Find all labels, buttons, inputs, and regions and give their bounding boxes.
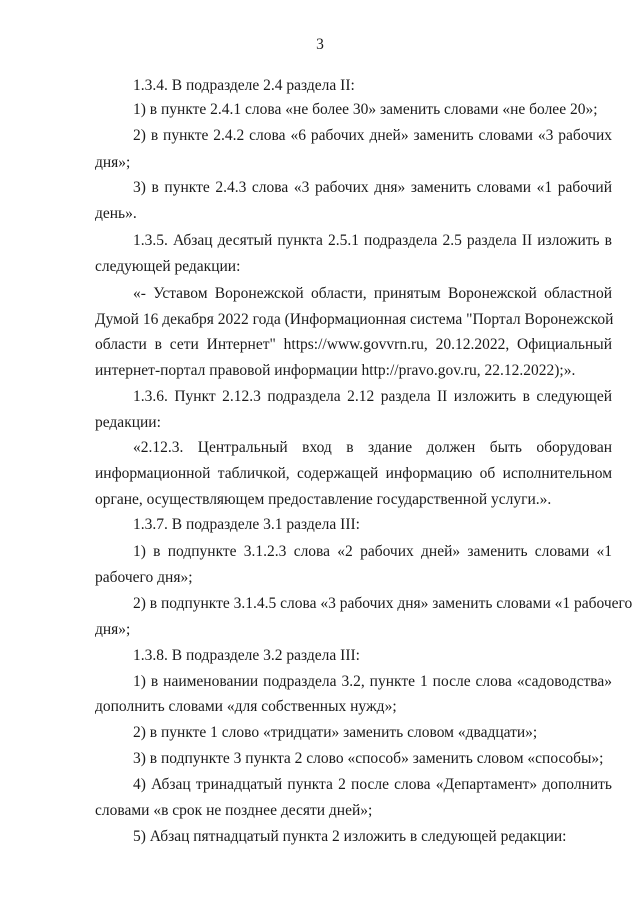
text-line: «- Уставом Воронежской области, принятым Воронежской областной <box>133 285 612 302</box>
text-line: информационной табличкой, содержащей информацию об исполнительном <box>95 465 612 482</box>
text-line: дня»; <box>95 154 131 171</box>
text-line: день». <box>95 205 137 222</box>
text-line: дополнить словами «для собственных нужд»; <box>95 698 397 715</box>
text-line: 1) в подпункте 3.1.2.3 слова «2 рабочих дней» заменить словами «1 <box>133 543 612 560</box>
text-line: 1.3.4. В подразделе 2.4 раздела II: <box>133 77 355 94</box>
text-line: Думой 16 декабря 2022 года (Информационная система "Портал Воронежской <box>95 311 614 328</box>
text-line: 3) в подпункте 3 пункта 2 слово «способ» заменить словом «способы»; <box>133 750 604 767</box>
text-line: интернет-портал правовой информации http://pravo.gov.ru, 22.12.2022);». <box>95 362 576 379</box>
text-line: 2) в пункте 1 слово «тридцати» заменить словом «двадцати»; <box>133 724 538 741</box>
text-line: редакции: <box>95 414 161 431</box>
page-number: 3 <box>316 36 324 53</box>
text-line: 1) в наименовании подраздела 3.2, пункте 1 после слова «садоводства» <box>133 673 612 690</box>
text-line: 3) в пункте 2.4.3 слова «3 рабочих дня» заменить словами «1 рабочий <box>133 179 612 196</box>
text-line: 4) Абзац тринадцатый пункта 2 после слова «Департамент» дополнить <box>133 776 612 793</box>
text-line: 5) Абзац пятнадцатый пункта 2 изложить в следующей редакции: <box>133 828 567 845</box>
text-line: органе, осуществляющем предоставление государственной услуги.». <box>95 491 552 508</box>
text-line: 1.3.5. Абзац десятый пункта 2.5.1 подраздела 2.5 раздела II изложить в <box>133 232 612 249</box>
text-line: 1.3.6. Пункт 2.12.3 подраздела 2.12 раздела II изложить в следующей <box>133 388 612 405</box>
text-line: 2) в пункте 2.4.2 слова «6 рабочих дней» заменить словами «3 рабочих <box>133 127 612 144</box>
text-line: дня»; <box>95 621 131 638</box>
text-line: 1) в пункте 2.4.1 слова «не более 30» заменить словами «не более 20»; <box>133 101 598 118</box>
text-line: 1.3.7. В подразделе 3.1 раздела III: <box>133 516 360 533</box>
text-line: 2) в подпункте 3.1.4.5 слова «3 рабочих дня» заменить словами «1 рабочего <box>133 595 633 612</box>
text-line: области в сети Интернет" https://www.govvrn.ru, 20.12.2022, Официальный <box>95 336 612 353</box>
text-line: 1.3.8. В подразделе 3.2 раздела III: <box>133 647 360 664</box>
text-line: рабочего дня»; <box>95 569 193 586</box>
text-line: словами «в срок не позднее десяти дней»; <box>95 802 373 819</box>
text-line: «2.12.3. Центральный вход в здание должен быть оборудован <box>133 439 612 456</box>
text-line: следующей редакции: <box>95 258 241 275</box>
